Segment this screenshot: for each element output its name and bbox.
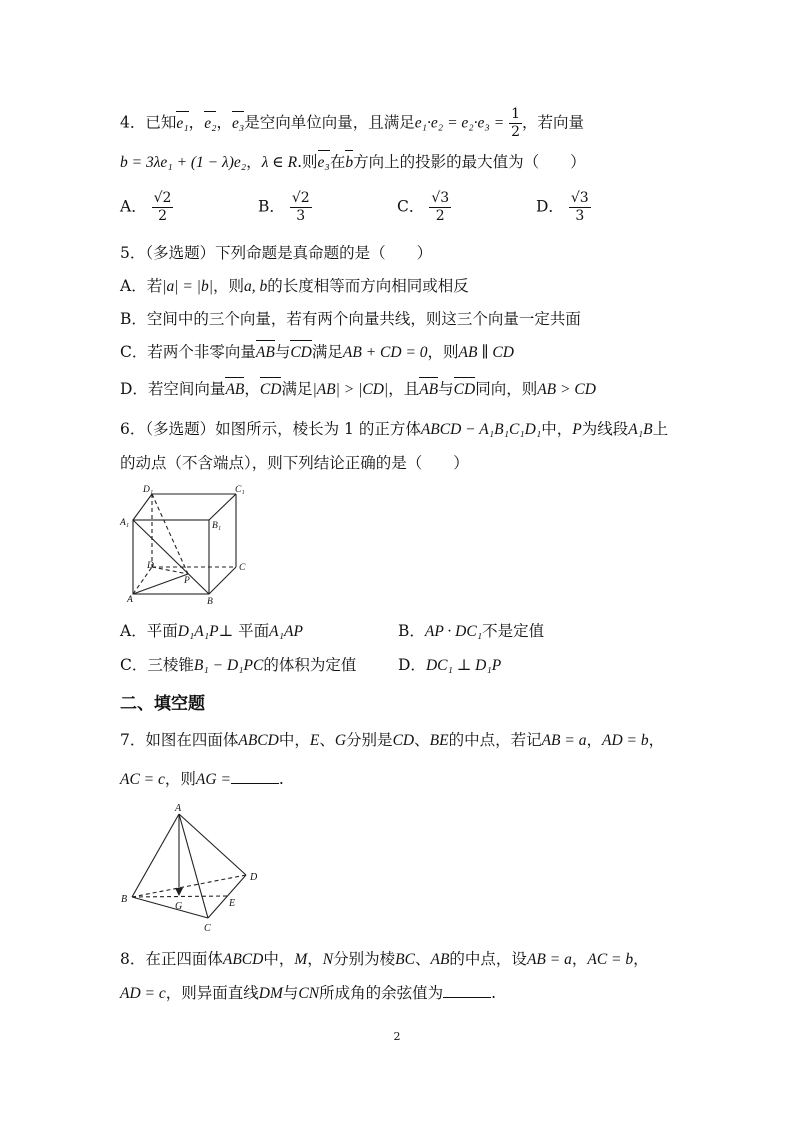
q4-text: ，若向量	[522, 113, 585, 132]
q6-option-d[interactable]	[398, 654, 501, 677]
q8-text: 的中点，设	[449, 950, 527, 968]
q5d-text: ，且	[388, 380, 420, 398]
option-label: A．	[120, 197, 147, 216]
label-c: C	[239, 563, 246, 573]
q5d-text: ，	[244, 380, 260, 398]
q6c-text: 的体积为定值	[263, 656, 357, 674]
answer-blank[interactable]	[443, 983, 491, 998]
q7-text: ，	[648, 731, 665, 749]
edge-cd	[208, 875, 246, 918]
vector-cd: CD	[260, 379, 282, 401]
q5a-math: |a| = |b|	[162, 278, 213, 295]
q7-math: AB = a	[541, 732, 587, 749]
q4-option-a[interactable]	[120, 190, 173, 225]
q5c-math: AB + CD = 0	[342, 344, 428, 361]
q5d-math: AB > CD	[537, 381, 596, 398]
q7-math: G	[334, 732, 347, 749]
option-fraction	[569, 190, 591, 225]
vector-ab: AB	[419, 379, 438, 401]
q5c-text: 满足	[311, 343, 343, 361]
q7-math: BE	[429, 732, 449, 749]
q4-condition: e₁·e₂ = e₂·e₃ =	[414, 114, 505, 132]
q5c-text: C．若两个非零向量	[120, 343, 256, 361]
edge-bc	[132, 897, 208, 918]
frac-den: 2	[511, 124, 521, 140]
arrowhead	[175, 888, 183, 896]
q6b-text: 不是定值	[482, 622, 545, 640]
q8-line2	[120, 982, 496, 1005]
q5-option-b[interactable]: B．空间中的三个向量，若有两个向量共线，则这三个向量一定共面	[120, 310, 581, 328]
q6a-text: A．平面	[120, 622, 178, 640]
label-e: E	[229, 898, 236, 909]
lambda-domain: λ ∈ R	[261, 154, 298, 171]
q4-text: 在	[329, 153, 346, 171]
frac-num: √3	[431, 190, 450, 206]
q8-text: ，	[571, 950, 588, 968]
q6-text: 为线段	[581, 420, 629, 438]
q6-math: ABCD − A₁B₁C₁D₁	[420, 421, 542, 438]
q5-option-d[interactable]	[120, 378, 596, 401]
answer-blank[interactable]	[231, 769, 279, 784]
label-b: B	[121, 894, 128, 905]
q7-text: ，	[586, 731, 602, 749]
frac-num: √3	[570, 190, 589, 206]
vector-b: b	[345, 152, 353, 174]
vector-cd: CD	[454, 379, 476, 401]
q8-text: 中，	[263, 950, 295, 968]
frac-num: √2	[291, 190, 310, 206]
q6c-text: C．三棱锥	[120, 656, 194, 674]
segment-be	[132, 896, 227, 897]
q8-text: 分别为棱	[333, 950, 396, 968]
q8-math: AC = b	[587, 951, 634, 968]
q7-text: 分别是	[346, 731, 393, 749]
label-b: B	[207, 597, 213, 607]
q6c-math: B₁ − D₁PC	[193, 657, 264, 674]
q7-text: ，则	[164, 770, 196, 788]
q7-math: AC = c	[120, 771, 165, 788]
frac-den: 2	[435, 208, 445, 224]
edge-ab	[132, 814, 179, 897]
edge	[133, 494, 152, 520]
q6a-text: ⊥ 平面	[218, 622, 270, 640]
cube-figure	[118, 482, 258, 610]
q7-math: CD	[392, 732, 415, 749]
option-fraction	[290, 190, 312, 225]
option-label: C．	[397, 197, 425, 216]
q4-text: 已知	[145, 113, 177, 132]
q4-option-c[interactable]	[397, 190, 451, 225]
segment-a1b	[133, 520, 209, 594]
label-a: A	[127, 595, 133, 605]
q6b-text: B．	[398, 622, 425, 640]
option-label: D．	[536, 197, 564, 216]
vector-e3: e₃	[318, 152, 330, 174]
q8-text: 所成角的余弦值为	[319, 984, 444, 1002]
vector-cd: CD	[290, 342, 312, 364]
vector-e2: e₂	[204, 113, 216, 135]
q7-text: .	[278, 770, 284, 788]
q4-option-b[interactable]	[258, 190, 312, 225]
q6-line2: 的动点（不含端点），则下列结论正确的是（ ）	[120, 454, 469, 472]
q5d-text: 同向，则	[475, 380, 538, 398]
vector-e3: e₃	[232, 113, 244, 135]
q7-text: 、	[414, 731, 430, 749]
q5c-math: AB ∥ CD	[458, 344, 514, 361]
q8-math: N	[322, 951, 334, 968]
q7-math: E	[309, 732, 320, 749]
frac-den: 2	[158, 208, 168, 224]
q8-math: CN	[298, 985, 320, 1002]
frac-num: 1	[511, 106, 521, 122]
label-d: D	[250, 872, 258, 883]
q6-option-a[interactable]	[120, 620, 303, 643]
q8-text: 8．在正四面体	[120, 950, 223, 968]
page-number: 2	[393, 1030, 401, 1043]
q5a-math: a, b	[243, 278, 268, 295]
vector-b-expression: b = 3λe₁ + (1 − λ)e₂	[120, 154, 247, 171]
fraction-one-half	[509, 106, 522, 141]
q8-math: ABCD	[222, 951, 264, 968]
label-d: D	[147, 561, 154, 571]
label-a1: A₁	[120, 518, 130, 528]
edge-ac	[179, 814, 208, 918]
q4-number: 4．	[120, 113, 146, 132]
q6b-math: AP · DC₁	[424, 623, 483, 640]
q5-option-a[interactable]	[120, 275, 469, 298]
q8-text: ，则异面直线	[165, 984, 259, 1002]
option-fraction	[429, 190, 451, 225]
q5d-text: 满足	[281, 380, 313, 398]
vector-ab: AB	[256, 342, 275, 364]
q4-sep: ，	[216, 113, 232, 132]
q7-text: 、	[319, 731, 335, 749]
q4-text: 是空向单位向量，且满足	[244, 113, 415, 132]
q4-text: ，	[246, 153, 262, 171]
label-a: A	[175, 803, 182, 814]
edge	[209, 494, 236, 520]
q6-text: 6．（多选题）如图所示，棱长为 1 的正方体	[120, 420, 421, 438]
q6a-math: A₁AP	[269, 623, 303, 640]
q8-math: AB = a	[526, 951, 572, 968]
q8-text: .	[491, 984, 497, 1002]
q8-line1	[120, 948, 649, 971]
option-label: B．	[258, 197, 285, 216]
q4-sep: ，	[188, 113, 205, 132]
q6a-math: D₁A₁P	[177, 623, 219, 640]
label-c: C	[204, 923, 211, 934]
q8-text: 与	[282, 984, 299, 1002]
frac-den: 3	[575, 208, 585, 224]
vector-e1: e₁	[176, 113, 188, 135]
q8-math: BC	[395, 951, 415, 968]
q5a-text: A．若	[120, 277, 163, 295]
q7-math: AG =	[195, 771, 231, 788]
label-d1: D₁	[143, 485, 154, 495]
q6-math: P	[572, 421, 582, 438]
q5-stem: 5．（多选题）下列命题是真命题的是（ ）	[120, 244, 433, 262]
frac-den: 3	[296, 208, 306, 224]
q5a-text: ，则	[212, 277, 244, 295]
q8-math: AB	[430, 951, 450, 968]
q6-line1	[120, 418, 668, 441]
q5d-text: 与	[438, 380, 454, 398]
q7-line1	[120, 729, 664, 752]
q8-text: ，	[307, 950, 323, 968]
q8-math: DM	[258, 985, 283, 1002]
q6-text: 上	[652, 420, 669, 438]
q4-line1	[120, 106, 584, 141]
edge-ad	[179, 814, 246, 875]
q5c-text: 与	[274, 343, 291, 361]
q6d-text: D．	[398, 656, 426, 674]
q5d-math: |AB| > |CD|	[312, 381, 389, 398]
q7-math: ABCD	[238, 732, 279, 749]
q7-math: AD = b	[602, 732, 649, 749]
q6-option-b[interactable]	[398, 620, 544, 643]
q7-text: 7．如图在四面体	[120, 731, 239, 749]
q8-text: ，	[633, 950, 649, 968]
q6-text: 中，	[541, 420, 573, 438]
q7-text: 中，	[278, 731, 310, 749]
tetrahedron-figure	[118, 800, 268, 936]
q6-option-c[interactable]	[120, 654, 356, 677]
q6d-math: DC₁ ⊥ D₁P	[425, 657, 502, 674]
label-p: P	[184, 576, 190, 586]
q5d-text: D．若空间向量	[120, 380, 226, 398]
q4-text: 方向上的投影的最大值为（ ）	[353, 153, 586, 171]
q6-math: A₁B	[628, 421, 653, 438]
label-g: G	[175, 901, 183, 912]
q8-math: AD = c	[120, 985, 166, 1002]
label-b1: B₁	[212, 521, 222, 531]
q5c-text: ，则	[427, 343, 459, 361]
q8-math: M	[294, 951, 308, 968]
label-c1: C₁	[235, 485, 245, 495]
q7-line2	[120, 768, 284, 791]
section-heading: 二、填空题	[120, 694, 205, 714]
q5a-text: 的长度相等而方向相同或相反	[267, 277, 469, 295]
option-fraction	[152, 190, 174, 225]
edge	[209, 567, 236, 594]
segment-d1p	[152, 494, 188, 574]
frac-num: √2	[153, 190, 172, 206]
q4-text: .则	[297, 153, 318, 171]
q7-text: 的中点，若记	[448, 731, 542, 749]
q8-text: 、	[414, 950, 431, 968]
q4-option-d[interactable]	[536, 190, 591, 225]
vector-ab: AB	[225, 379, 244, 401]
edge-hidden	[133, 567, 152, 594]
q5-option-c[interactable]	[120, 341, 514, 364]
q4-line2	[120, 151, 586, 174]
segment-ap	[133, 574, 188, 594]
